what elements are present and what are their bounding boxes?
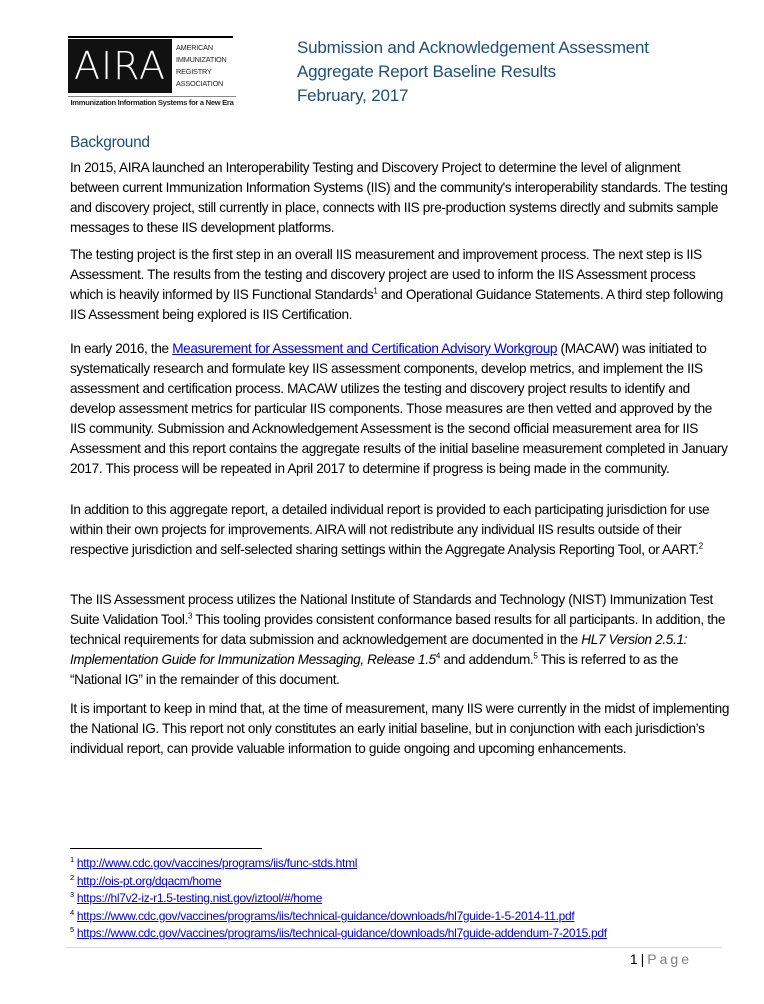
footnote-number: 5 <box>70 925 74 934</box>
hl7-guide-title: HL7 Version 2.5.1: Implementation Guide for Immunization Messaging, Release 1.5 <box>70 632 688 667</box>
footnote-separator <box>70 848 262 849</box>
page-label: Page <box>647 951 692 967</box>
footnote-link[interactable]: http://www.cdc.gov/vaccines/programs/iis/func-stds.html <box>76 856 358 870</box>
text: In addition to this aggregate report, a detailed individual report is provided to each participating jurisdiction for use within their own projects for improvements. AIRA will not redistribute any individual IIS results outside of their respective jurisdiction and self-selected sharing settings within the Aggregate Analysis Reporting Tool, or AART. <box>70 502 710 557</box>
footnote-ref: 1 <box>373 286 378 296</box>
logo-word: AMERICAN <box>176 43 213 52</box>
paragraph-1: In 2015, AIRA launched an Interoperability Testing and Discovery Project to determine the level of alignment between current Immunization Information Systems (IIS) and the community's interoperability standards. The testing and discovery project, still currently in place, connects with IIS pre-production systems directly and submits sample messages to these IIS development platforms. <box>70 160 728 235</box>
logo-rule <box>68 36 233 38</box>
text: and Operational Guidance Statements. A third step following IIS Assessment being explored is IIS Certification. <box>70 287 723 322</box>
text: and addendum. <box>439 652 534 667</box>
footnote-2 <box>70 873 710 891</box>
page-number <box>630 951 692 967</box>
text: This tooling provides consistent conformance based results for all participants. In addition, the technical requirements for data submission and acknowledgement are documented in the <box>70 612 726 647</box>
footnote-number: 2 <box>70 872 74 882</box>
paragraph-6: It is important to keep in mind that, at the time of measurement, many IIS were currently in the midst of implementing the National IG. This report not only constitutes an early initial baseline, but in conjunction with each jurisdiction’s individual report, can provide valuable information to guide ongoing and upcoming enhancements. <box>70 701 730 756</box>
footnote-link[interactable]: https://hl7v2-iz-r1.5-testing.nist.gov/iztool/#/home <box>76 891 323 905</box>
footnote-link[interactable]: http://ois-pt.org/dqacm/home <box>76 873 222 888</box>
footnote-number: 3 <box>70 890 74 899</box>
footnote-ref: 5 <box>533 651 538 661</box>
logo-tagline: Immunization Information Systems for a New Era <box>68 96 236 107</box>
macaw-link[interactable]: Measurement for Assessment and Certification Advisory Workgroup <box>172 341 558 356</box>
section-heading: Background <box>70 134 150 151</box>
footnote-3 <box>70 890 710 908</box>
title-line-1: Submission and Acknowledgement Assessment <box>297 38 649 57</box>
footnotes <box>70 855 710 943</box>
page-number-separator: | <box>640 951 645 967</box>
footnote-link[interactable]: https://www.cdc.gov/vaccines/programs/iis/technical-guidance/downloads/hl7guide-1-5-2014-11.pdf <box>76 908 575 923</box>
footnote-ref: 4 <box>435 651 440 661</box>
text: In early 2016, the <box>70 341 173 356</box>
logo-word: IMMUNIZATION <box>176 55 227 64</box>
footnote-1 <box>70 855 710 873</box>
footnote-5 <box>70 925 710 943</box>
text: The testing project is the first step in an overall IIS measurement and improvement process. The next step is IIS Assessment. The results from the testing and discovery project are used to inform the IIS Assessment process which is heavily informed by IIS Functional Standards <box>70 247 702 302</box>
logo-org-name <box>176 42 227 90</box>
text: The IIS Assessment process utilizes the National Institute of Standards and Technology (NIST) Immunization Test Suite Validation Tool. <box>70 592 713 627</box>
page-footer-rule <box>66 947 722 948</box>
aira-logo <box>68 36 238 106</box>
footnote-ref: 3 <box>188 611 193 621</box>
logo-acronym: AIRA <box>73 44 167 88</box>
page-number-value: 1 <box>629 951 638 967</box>
title-line-3: February, 2017 <box>297 86 409 105</box>
footnote-number: 4 <box>70 907 74 917</box>
text: This is referred to as the “National IG” in the remainder of this document. <box>70 652 679 687</box>
footnote-ref: 2 <box>698 541 703 551</box>
document-title <box>297 36 649 108</box>
title-line-2: Aggregate Report Baseline Results <box>297 62 556 81</box>
logo-word: REGISTRY <box>176 67 212 76</box>
text: (MACAW) was initiated to systematically research and formulate key IIS assessment components, develop metrics, and implement the IIS assessment and certification process. MACAW utilizes the testing and discovery project results to identify and develop assessment metrics for particular IIS components. Those measures are then vetted and approved by the IIS community. Submission and Acknowledgement Assessment is the second official measurement area for IIS Assessment and this report contains the aggregate results of the initial baseline measurement completed in January 2017. This process will be repeated in April 2017 to determine if progress is being made in the community. <box>70 341 728 476</box>
paragraph-2 <box>70 245 730 325</box>
paragraph-5 <box>70 590 730 690</box>
logo-word: ASSOCIATION <box>176 79 224 88</box>
paragraph-3 <box>70 339 730 479</box>
footnote-4 <box>70 908 710 926</box>
paragraph-4 <box>70 500 730 560</box>
footnote-number: 1 <box>70 855 74 864</box>
footnote-link[interactable]: https://www.cdc.gov/vaccines/programs/iis/technical-guidance/downloads/hl7guide-addendum-7-2015.pdf <box>76 926 607 940</box>
